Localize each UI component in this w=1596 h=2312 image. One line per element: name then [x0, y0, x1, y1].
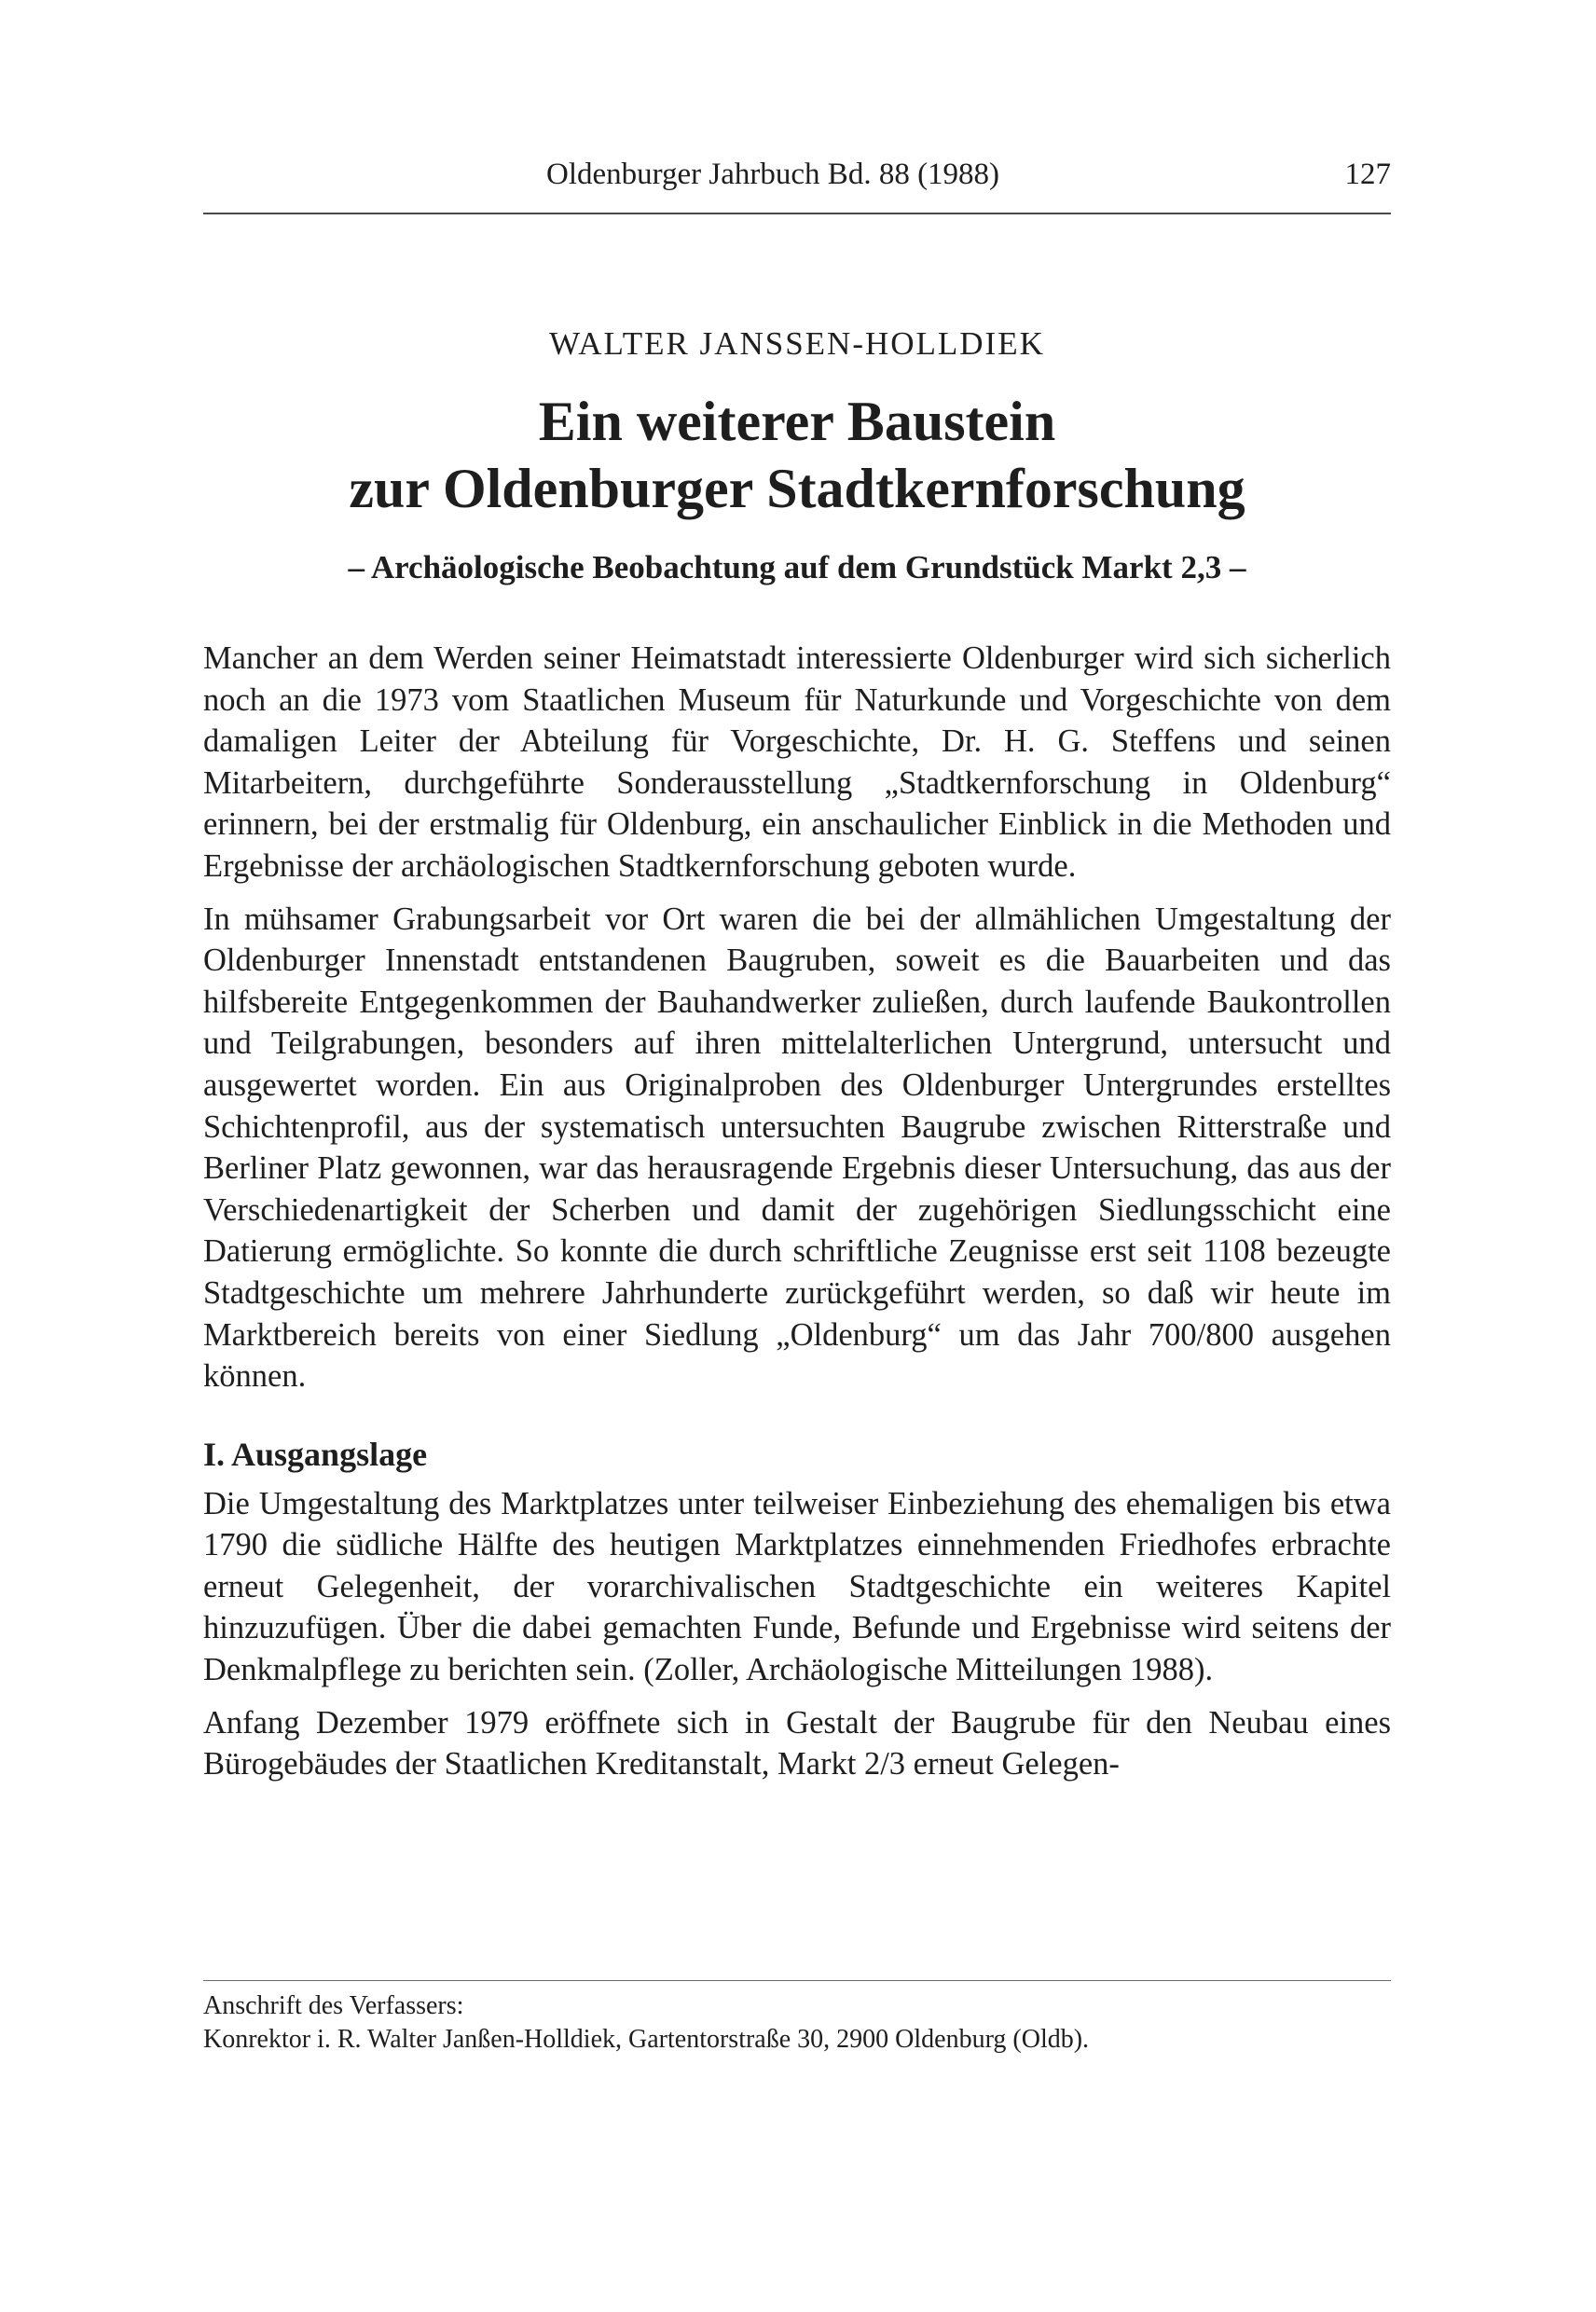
title-line-1: Ein weiterer Baustein — [538, 391, 1056, 452]
running-header — [203, 151, 1391, 198]
paragraph: Anfang Dezember 1979 eröffnete sich in Gestalt der Baugrube für den Neubau eines Bürogebäudes der Staatlichen Kreditanstalt, Markt 2/3 erneut Gelegen- — [203, 1704, 1391, 1782]
article-title — [203, 388, 1391, 522]
article-subtitle: – Archäologische Beobachtung auf dem Grundstück Markt 2,3 – — [348, 549, 1246, 585]
paragraph: In mühsamer Grabungsarbeit vor Ort waren die bei der allmählichen Umgestaltung der Oldenburger Innenstadt entstandenen Baugruben, soweit es die Bauarbeiten und das hilfsbereite Entgegenkommen der Bauhandwerker zuließen, durch laufende Baukontrollen und Teilgrabungen, besonders auf ihren mittelalterlichen Untergrund, untersucht und ausgewertet worden. Ein aus Originalproben des Oldenburger Untergrundes erstelltes Schichtenprofil, aus der systematisch untersuchten Baugrube zwischen Ritterstraße und Berliner Platz gewonnen, war das herausragende Ergebnis dieser Untersuchung, das aus der Verschiedenartigkeit der Scherben und damit der zugehörigen Siedlungsschicht eine Datierung ermöglichte. So konnte die durch schriftliche Zeugnisse erst seit 1108 bezeugte Stadtgeschichte um mehrere Jahrhunderte zurückgeführt werden, so daß wir heute im Marktbereich bereits von einer Siedlung „Oldenburg“ um das Jahr 700/800 ausgehen können. — [203, 901, 1391, 1395]
header-divider — [203, 213, 1391, 214]
running-title: Oldenburger Jahrbuch Bd. 88 (1988) — [546, 158, 1000, 191]
article-body — [203, 638, 1391, 1796]
footnote-label: Anschrift des Verfassers: — [203, 1991, 464, 2020]
footnote — [203, 1989, 1391, 2057]
footnote-address: Konrektor i. R. Walter Janßen-Holldiek, Gartentorstraße 30, 2900 Oldenburg (Oldb). — [203, 2025, 1090, 2054]
title-line-2: zur Oldenburger Stadtkernforschung — [349, 458, 1245, 519]
journal-page — [203, 0, 1391, 2312]
paragraph: Mancher an dem Werden seiner Heimatstadt interessierte Oldenburger wird sich sicherlich noch an die 1973 vom Staatlichen Museum für Naturkunde und Vorgeschichte von dem damaligen Leiter der Abteilung für Vorgeschichte, Dr. H. G. Steffens und seinen Mitarbeitern, durchgeführte Sonderausstellung „Stadtkernforschung in Oldenburg“ erinnern, bei der erstmalig für Oldenburg, ein anschaulicher Einblick in die Methoden und Ergebnisse der archäologischen Stadtkernforschung geboten wurde. — [203, 640, 1391, 884]
page-number: 127 — [1344, 158, 1391, 191]
footnote-divider — [203, 1980, 1391, 1981]
author-name: WALTER JANSSEN-HOLLDIEK — [549, 325, 1045, 362]
paragraph: Die Umgestaltung des Marktplatzes unter teilweiser Einbeziehung des ehemaligen bis etwa 1790 die südliche Hälfte des heutigen Marktplatzes einnehmenden Friedhofes erbrachte erneut Gelegenheit, der vorarchivalischen Stadtgeschichte ein weiteres Kapitel hinzuzufügen. Über die dabei gemachten Funde, Befunde und Ergebnisse wird seitens der Denkmalpflege zu berichten sein. (Zoller, Archäologische Mitteilungen 1988). — [203, 1485, 1391, 1688]
section-heading: I. Ausgangslage — [203, 1435, 428, 1473]
